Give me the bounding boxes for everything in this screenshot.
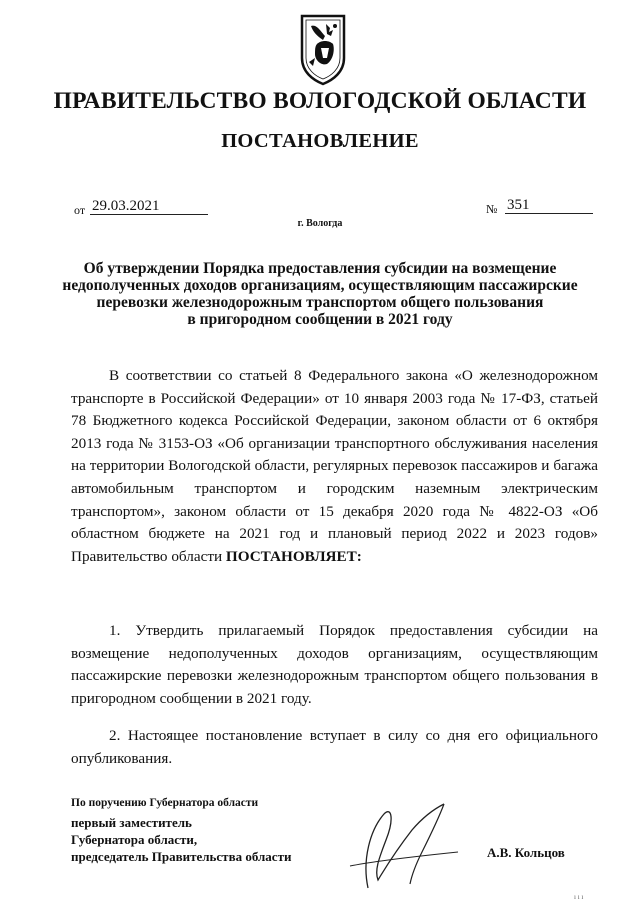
- document-number: 351: [507, 197, 530, 213]
- preamble-text: В соответствии со статьей 8 Федерального закона «О железнодорожном транспорте в Российской Федерации» от 10 января 2003 года № 17-ФЗ, статьей 78 Бюджетного кодекса Российской Федерации, законом области от 6 октября 2013 года № 3153-ОЗ «Об организации транспортного обслуживания населения на территории Вологодской области, регулярных перевозок пассажиров и багажа автомобильным транспортом и городским наземным электрическим транспортом», законом области от 15 декабря 2020 года № 4822-ОЗ «Об областном бюджете на 2021 год и плановый период 2022 и 2023 годов»: [71, 367, 598, 543]
- document-type: ПОСТАНОВЛЕНИЕ: [221, 130, 419, 152]
- title-line: недополученных доходов организациям, осуществляющим пассажирские: [62, 277, 578, 294]
- government-title: ПРАВИТЕЛЬСТВО ВОЛОГОДСКОЙ ОБЛАСТИ: [53, 88, 587, 114]
- date-prefix: от: [74, 203, 86, 217]
- document-date: 29.03.2021: [92, 198, 160, 214]
- handwritten-signature: [340, 800, 470, 890]
- city-label: г. Вологда: [297, 218, 343, 229]
- coat-of-arms-emblem: [299, 14, 347, 86]
- item-2-paragraph: [71, 725, 598, 770]
- title-line: Об утверждении Порядка предоставления субсидии на возмещение: [83, 260, 557, 277]
- item-1-text: 1. Утвердить прилагаемый Порядок предоставления субсидии на возмещение недополученных доходов организациям, осуществляющим пассажирские перевозки железнодорожным транспортом общего пользования в пригородном сообщении в 2021 году.: [71, 622, 598, 707]
- item-2-text: 2. Настоящее постановление вступает в силу со дня его официального опубликования.: [71, 727, 598, 767]
- title-line: перевозки железнодорожным транспортом общего пользования: [96, 294, 544, 311]
- signer-name: А.В. Кольцов: [487, 845, 565, 860]
- signatory-block: [71, 795, 291, 865]
- number-prefix: №: [486, 202, 498, 216]
- document-subject-title: [60, 260, 580, 328]
- number-underline: [505, 213, 593, 214]
- signatory-line: По поручению Губернатора области: [71, 797, 259, 809]
- date-underline: [90, 214, 208, 215]
- page-mark: ı ı ı: [574, 893, 584, 901]
- signatory-line: председатель Правительства области: [71, 849, 292, 864]
- signatory-line: Губернатора области,: [71, 832, 198, 847]
- resolves-verb: ПОСТАНОВЛЯЕТ:: [225, 547, 362, 565]
- preamble-paragraph: [71, 365, 598, 568]
- title-line: в пригородном сообщении в 2021 году: [187, 311, 453, 328]
- resolves-subject: Правительство области: [71, 547, 223, 565]
- item-1-paragraph: [71, 620, 598, 710]
- signatory-line: первый заместитель: [71, 815, 192, 830]
